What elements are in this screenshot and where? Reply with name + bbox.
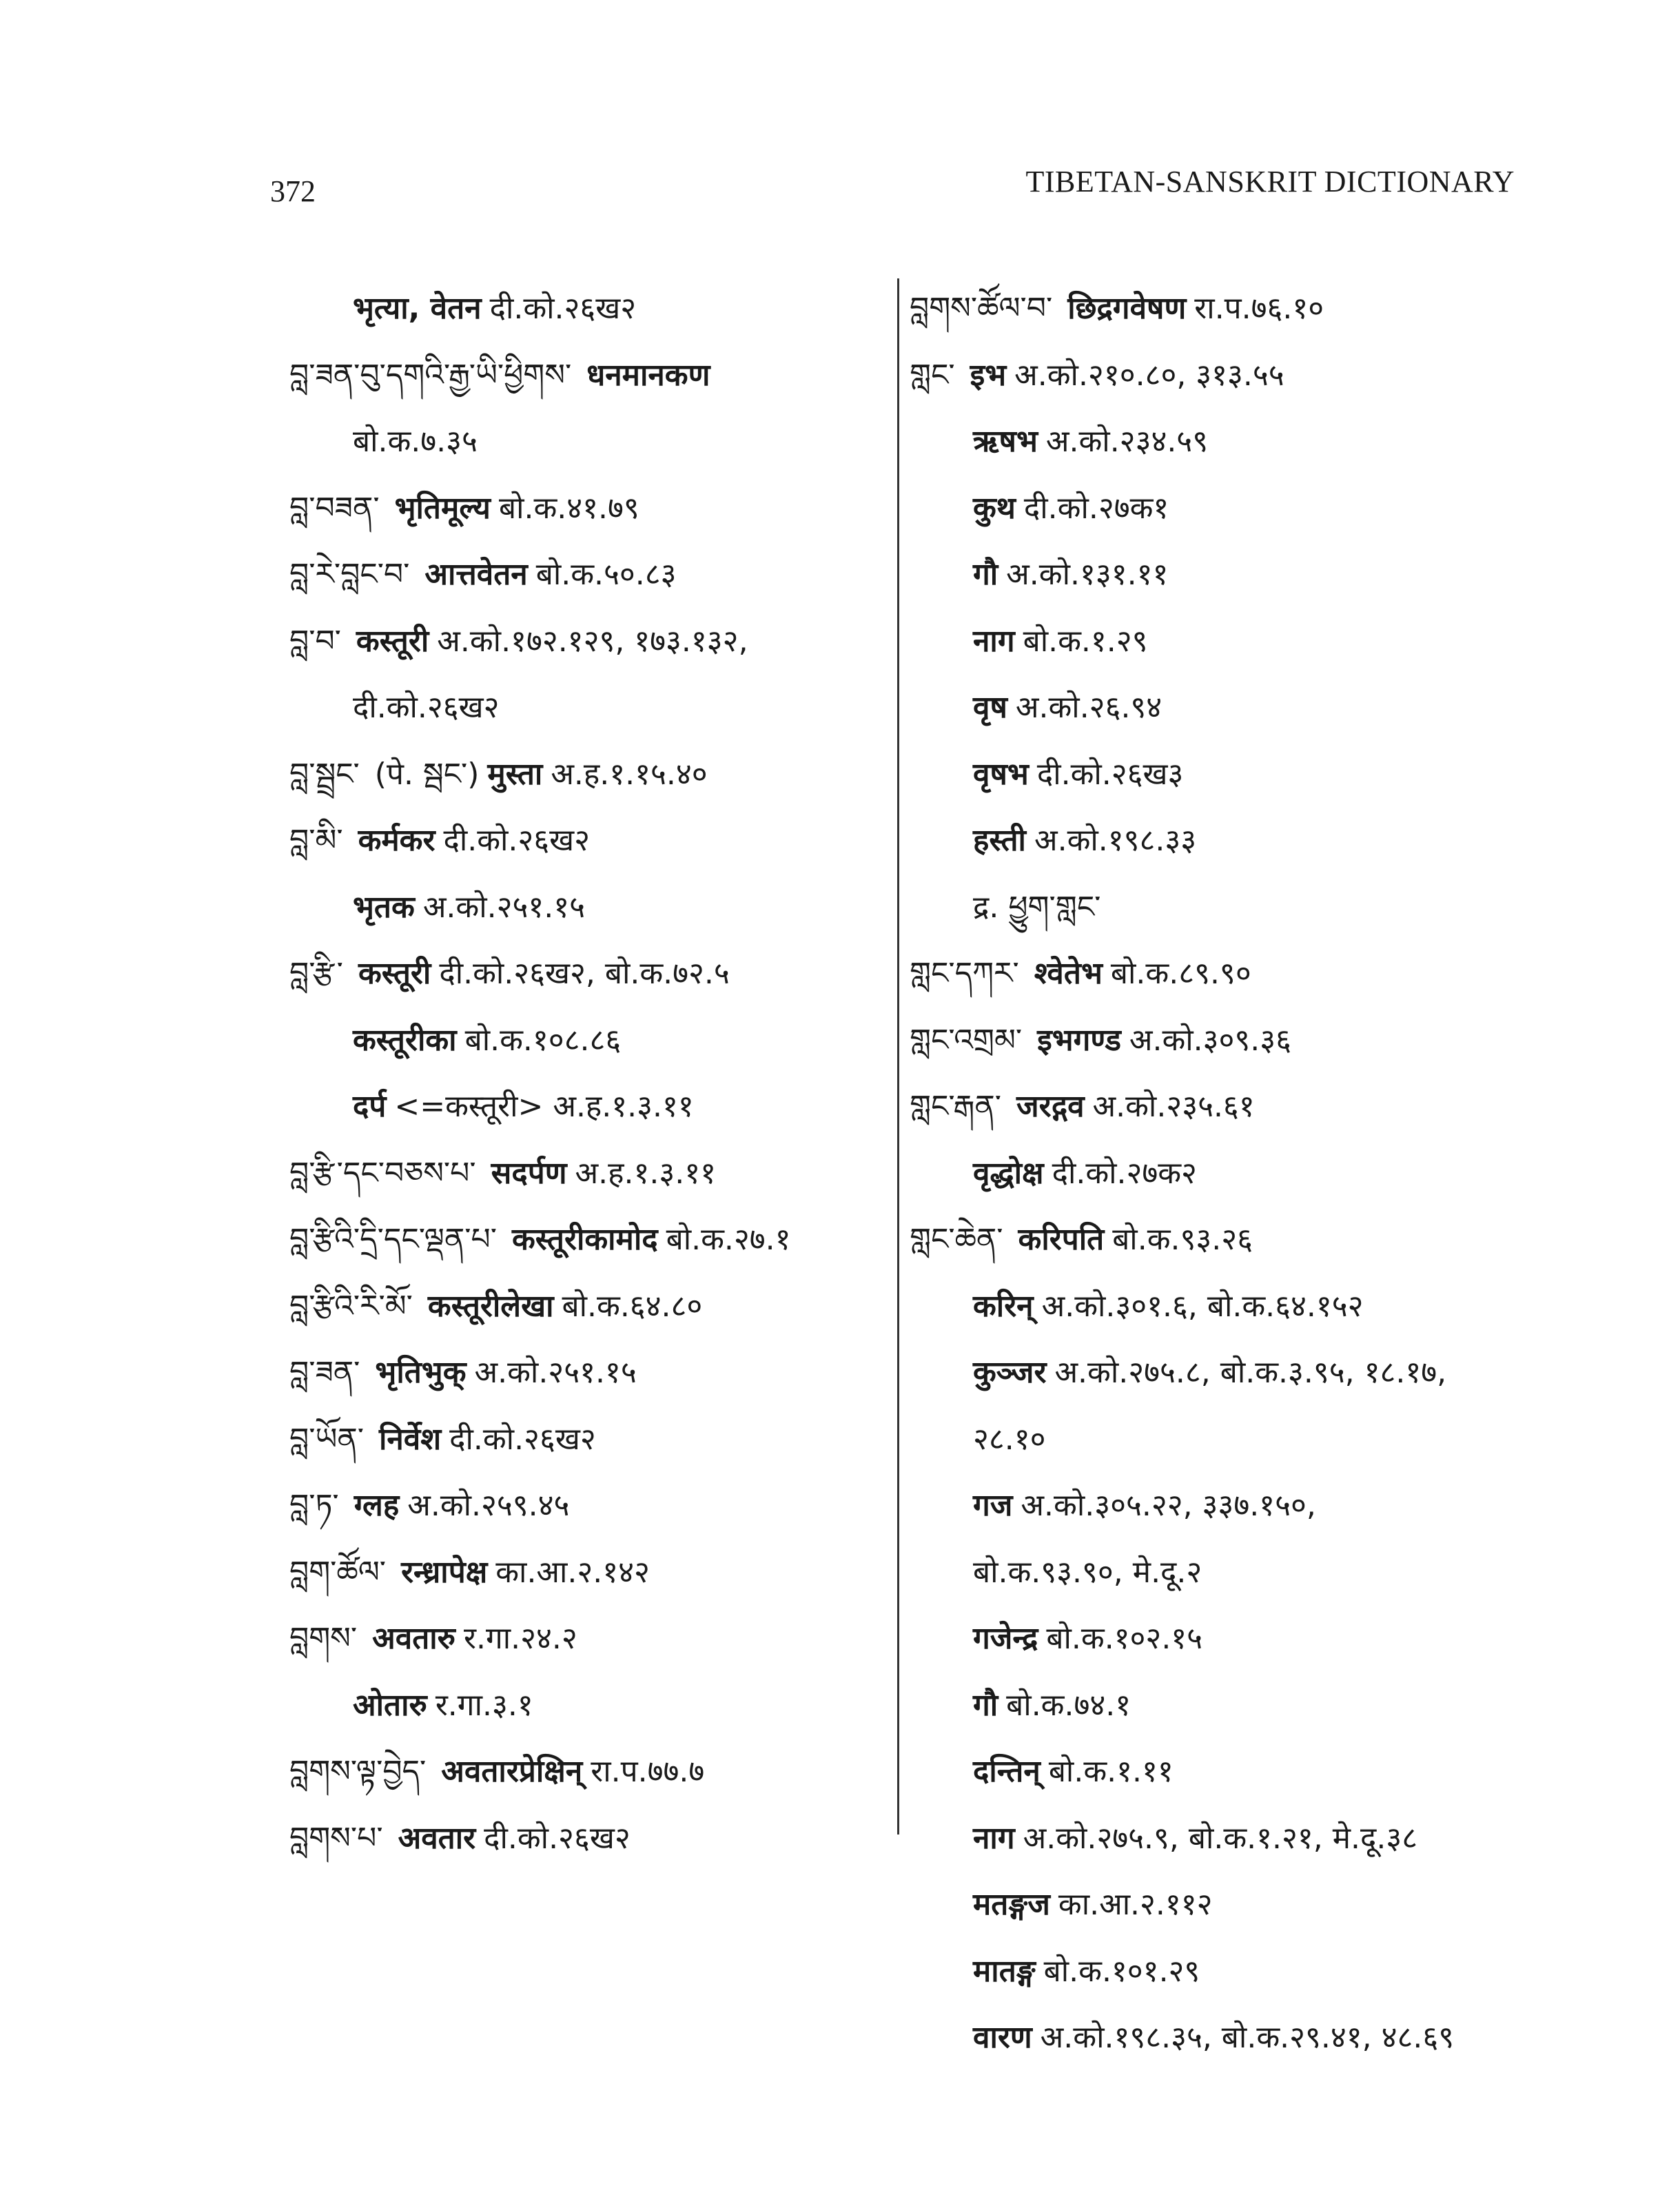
tibetan-headword: གླང་དཀར་ <box>910 956 1019 991</box>
source-reference: दी.को.२६ख२ <box>489 291 637 326</box>
dictionary-entry-continuation <box>910 1540 1530 1606</box>
sanskrit-equivalent: कस्तूरीका <box>353 1022 457 1058</box>
source-reference: दी.को.२६ख२ <box>449 1421 596 1457</box>
sanskrit-equivalent: करिन् <box>973 1288 1034 1324</box>
source-reference: अ.को.३०१.६, बो.क.६४.१५२ <box>1041 1288 1364 1324</box>
source-reference: २८.१० <box>973 1421 1046 1457</box>
sanskrit-equivalent: सदर्पण <box>491 1155 567 1191</box>
left-column <box>289 276 882 1872</box>
dictionary-entry-continuation <box>289 1673 882 1739</box>
dictionary-entry <box>289 476 882 542</box>
source-reference: बो.क.१.२९ <box>1023 623 1148 659</box>
sanskrit-equivalent: भृतिभुक् <box>375 1355 467 1390</box>
sanskrit-equivalent: कुञ्जर <box>973 1355 1047 1390</box>
source-reference: रा.प.७७.७ <box>591 1754 705 1789</box>
sanskrit-equivalent: छिद्रगवेषण <box>1067 291 1187 326</box>
sanskrit-equivalent: नाग <box>973 1820 1015 1856</box>
sanskrit-equivalent: भृतक <box>353 889 415 925</box>
dictionary-entry <box>289 1274 882 1340</box>
source-reference: दी.को.२७क१ <box>1023 490 1169 526</box>
sanskrit-equivalent: कस्तूरीकामोद <box>511 1222 658 1257</box>
sanskrit-equivalent: करिपति <box>1018 1222 1105 1257</box>
source-reference: बो.क.७४.१ <box>1006 1687 1131 1723</box>
dictionary-entry-continuation <box>289 1074 882 1141</box>
source-reference: अ.को.२५१.१५ <box>422 889 585 925</box>
sanskrit-equivalent: वारण <box>973 2020 1032 2055</box>
source-reference: बो.क.९३.९०, मे.दू.२ <box>973 1554 1202 1590</box>
tibetan-headword: བླ་མི་ <box>289 823 343 858</box>
sanskrit-equivalent: ओतारु <box>353 1687 427 1723</box>
dictionary-entry-continuation <box>910 409 1530 476</box>
sanskrit-equivalent: मातङ्ग <box>973 1953 1036 1989</box>
column-divider <box>897 278 899 1835</box>
tibetan-headword: བླ་ཟན་ <box>289 1355 360 1390</box>
source-reference: बो.क.७.३५ <box>353 424 478 459</box>
sanskrit-equivalent: मतङ्गज <box>973 1887 1050 1922</box>
source-reference: दी.को.२६ख२, बो.क.७२.५ <box>439 956 730 991</box>
tibetan-headword: གླང་འགྲམ་ <box>910 1022 1023 1058</box>
source-reference: बो.क.६४.८० <box>562 1288 703 1324</box>
tibetan-headword: བླགས་ལྟ་བྱེད་ <box>289 1754 427 1789</box>
dictionary-entry <box>289 1473 882 1540</box>
source-reference: अ.को.२६.९४ <box>1015 690 1162 725</box>
source-reference: अ.को.१९८.३३ <box>1034 823 1197 858</box>
sanskrit-equivalent: गौ <box>973 557 998 592</box>
dictionary-entry-continuation <box>910 1407 1530 1473</box>
dictionary-entry <box>289 542 882 609</box>
tibetan-headword: གླང་ <box>910 357 955 393</box>
dictionary-entry <box>910 1008 1530 1074</box>
sanskrit-equivalent: गज <box>973 1488 1013 1523</box>
source-reference: अ.को.२७५.९, बो.क.१.२१, मे.दू.३८ <box>1023 1820 1418 1856</box>
source-reference: र.गा.३.१ <box>435 1687 533 1723</box>
dictionary-entry <box>289 742 882 808</box>
sanskrit-equivalent: अवतारु <box>372 1621 455 1656</box>
source-reference: बो.क.१.११ <box>1048 1754 1174 1789</box>
tibetan-headword: བླ་སྦྲང་ <box>289 756 360 792</box>
dictionary-entry-continuation <box>910 542 1530 609</box>
sanskrit-equivalent: रन्ध्रापेक्ष <box>401 1554 488 1590</box>
right-column <box>910 276 1530 2072</box>
tibetan-headword: གླང་རྒན་ <box>910 1089 1001 1124</box>
source-reference: अ.को.२३५.६१ <box>1092 1089 1255 1124</box>
source-reference: अ.को.२७५.८, बो.क.३.९५, १८.१७, <box>1054 1355 1447 1390</box>
source-reference: बो.क.९३.२६ <box>1112 1222 1253 1257</box>
sanskrit-equivalent: वृषभ <box>973 756 1029 792</box>
sanskrit-equivalent: अवतारप्रेक्षिन् <box>441 1754 583 1789</box>
source-reference: अ.को.२३४.५९ <box>1045 424 1209 459</box>
source-reference: <=कस्तूरी> अ.ह.१.३.११ <box>394 1089 694 1124</box>
sanskrit-equivalent: हस्ती <box>973 823 1026 858</box>
sanskrit-equivalent: दर्प <box>353 1089 387 1124</box>
tibetan-headword: བླ་ཟན་བུ་དགའི་རྒྱ་ཡི་ཕྱིགས་ <box>289 357 572 393</box>
tibetan-headword: བླ་རྩི་ <box>289 956 343 991</box>
running-title: TIBETAN-SANSKRIT DICTIONARY <box>1025 165 1515 198</box>
dictionary-entry-continuation <box>289 1008 882 1074</box>
sanskrit-equivalent: इभगण्ड <box>1037 1022 1121 1058</box>
tibetan-headword: བླ་བཟན་ <box>289 490 380 526</box>
tibetan-headword: བླ་རྩིའི་རི་མོ་ <box>289 1288 413 1324</box>
source-reference: अ.ह.१.३.११ <box>575 1155 716 1191</box>
sanskrit-equivalent: इभ <box>970 357 1007 393</box>
dictionary-entry <box>910 1207 1530 1274</box>
dictionary-entry-continuation <box>910 1473 1530 1540</box>
dictionary-entry-continuation <box>289 675 882 742</box>
dictionary-entry-continuation <box>910 875 1530 941</box>
sanskrit-equivalent: गजेन्द्र <box>973 1621 1038 1656</box>
dictionary-entry <box>910 941 1530 1008</box>
tibetan-headword: བླ་ཏ་ <box>289 1488 339 1523</box>
sanskrit-equivalent: कस्तूरी <box>356 623 429 659</box>
sanskrit-equivalent: नाग <box>973 623 1015 659</box>
source-reference: बो.क.१०२.१५ <box>1046 1621 1203 1656</box>
tibetan-headword: བླགས་ཚོལ་བ་ <box>910 291 1053 326</box>
source-reference: अ.को.३०५.२२, ३३७.१५०, <box>1021 1488 1316 1523</box>
dictionary-entry <box>289 808 882 875</box>
source-reference: दी.को.२६ख२ <box>484 1820 631 1856</box>
source-reference: का.आ.२.१४२ <box>495 1554 650 1590</box>
sanskrit-equivalent: गौ <box>973 1687 998 1723</box>
tibetan-headword: བླ་རྩིའི་དྲི་དང་ལྡན་པ་ <box>289 1222 497 1257</box>
sanskrit-equivalent: वृष <box>973 690 1007 725</box>
dictionary-entry <box>289 1141 882 1207</box>
source-reference: अ.को.१९८.३५, बो.क.२९.४१, ४८.६९ <box>1040 2020 1455 2055</box>
entry-note: द्र. ཕྱུག་གླང་ <box>973 889 1101 925</box>
tibetan-headword: བླ་ཡོན་ <box>289 1421 364 1457</box>
source-reference: अ.को.१३१.११ <box>1006 557 1169 592</box>
sanskrit-equivalent: कुथ <box>973 490 1016 526</box>
sanskrit-equivalent: वृद्धोक्ष <box>973 1155 1044 1191</box>
dictionary-entry <box>289 343 882 409</box>
dictionary-entry <box>910 276 1530 343</box>
dictionary-entry-continuation <box>910 742 1530 808</box>
dictionary-entry-continuation <box>910 1340 1530 1407</box>
dictionary-entry-continuation <box>910 1872 1530 1939</box>
sanskrit-equivalent: आत्तवेतन <box>424 557 528 592</box>
dictionary-entry-continuation <box>289 875 882 941</box>
sanskrit-equivalent: ग्लह <box>354 1488 400 1523</box>
dictionary-entry <box>289 1340 882 1407</box>
dictionary-entry-continuation <box>910 1274 1530 1340</box>
tibetan-headword: བླ་རེ་བླང་བ་ <box>289 557 410 592</box>
dictionary-entry-continuation <box>910 675 1530 742</box>
source-reference: दी.को.२६ख२ <box>353 690 500 725</box>
source-reference: बो.क.२७.१ <box>666 1222 791 1257</box>
source-reference: बो.क.१०८.८६ <box>464 1022 622 1058</box>
tibetan-headword: གླང་ཆེན་ <box>910 1222 1003 1257</box>
sanskrit-equivalent: कस्तूरी <box>358 956 431 991</box>
dictionary-entry-continuation <box>910 476 1530 542</box>
source-reference: अ.को.२१०.८०, ३१३.५५ <box>1014 357 1284 393</box>
page-number: 372 <box>270 174 316 208</box>
tibetan-headword: བླགས་ <box>289 1621 358 1656</box>
entry-note: (पे. སྦང་) <box>374 756 480 792</box>
dictionary-entry <box>289 1606 882 1673</box>
sanskrit-equivalent: दन्तिन् <box>973 1754 1041 1789</box>
sanskrit-equivalent: जरद्गव <box>1016 1089 1085 1124</box>
tibetan-headword: བླགས་པ་ <box>289 1820 383 1856</box>
source-reference: र.गा.२४.२ <box>464 1621 577 1656</box>
sanskrit-equivalent: भृतिमूल्य <box>394 490 491 526</box>
dictionary-entry <box>910 343 1530 409</box>
source-reference: अ.को.१७२.१२९, १७३.१३२, <box>437 623 748 659</box>
source-reference: बो.क.१०१.२९ <box>1043 1953 1200 1989</box>
dictionary-entry <box>289 1540 882 1606</box>
dictionary-entry-continuation <box>910 1141 1530 1207</box>
dictionary-entry-continuation <box>910 1606 1530 1673</box>
tibetan-headword: བླ་རྩི་དང་བཅས་པ་ <box>289 1155 476 1191</box>
source-reference: रा.प.७६.१० <box>1194 291 1324 326</box>
source-reference: बो.क.८९.९० <box>1110 956 1251 991</box>
source-reference: अ.को.२५१.१५ <box>474 1355 637 1390</box>
dictionary-entry-continuation <box>910 1739 1530 1806</box>
dictionary-entry-continuation <box>910 1673 1530 1739</box>
dictionary-entry-continuation <box>910 609 1530 675</box>
dictionary-entry <box>289 1806 882 1872</box>
dictionary-entry <box>910 1074 1530 1141</box>
source-reference: बो.क.५०.८३ <box>535 557 677 592</box>
sanskrit-equivalent: ऋषभ <box>973 424 1038 459</box>
source-reference: दी.को.२७क२ <box>1052 1155 1197 1191</box>
sanskrit-equivalent: कर्मकर <box>358 823 436 858</box>
dictionary-entry <box>289 1739 882 1806</box>
source-reference: अ.को.३०९.३६ <box>1129 1022 1292 1058</box>
sanskrit-equivalent: अवतार <box>398 1820 476 1856</box>
dictionary-entry-continuation <box>910 1939 1530 2005</box>
dictionary-entry <box>289 609 882 675</box>
source-reference: अ.को.२५९.४५ <box>407 1488 570 1523</box>
source-reference: अ.ह.१.१५.४० <box>551 756 708 792</box>
sanskrit-equivalent: मुस्ता <box>487 756 543 792</box>
source-reference: दी.को.२६ख३ <box>1036 756 1184 792</box>
source-reference: दी.को.२६ख२ <box>443 823 591 858</box>
sanskrit-equivalent: श्वेतेभ <box>1034 956 1103 991</box>
dictionary-entry-continuation <box>289 409 882 476</box>
sanskrit-equivalent: निर्वेश <box>378 1421 442 1457</box>
dictionary-entry <box>289 1207 882 1274</box>
dictionary-entry <box>289 941 882 1008</box>
sanskrit-equivalent: कस्तूरीलेखा <box>427 1288 554 1324</box>
source-reference: बो.क.४१.७९ <box>498 490 639 526</box>
dictionary-entry-continuation <box>910 1806 1530 1872</box>
sanskrit-equivalent: धनमानकण <box>586 357 710 393</box>
dictionary-entry-continuation <box>289 276 882 343</box>
dictionary-entry-continuation <box>910 2005 1530 2072</box>
source-reference: का.आ.२.११२ <box>1058 1887 1213 1922</box>
tibetan-headword: བླ་བ་ <box>289 623 341 659</box>
tibetan-headword: བླག་ཚོལ་ <box>289 1554 387 1590</box>
sanskrit-equivalent: भृत्या, वेतन <box>353 291 482 326</box>
dictionary-entry-continuation <box>910 808 1530 875</box>
dictionary-entry <box>289 1407 882 1473</box>
